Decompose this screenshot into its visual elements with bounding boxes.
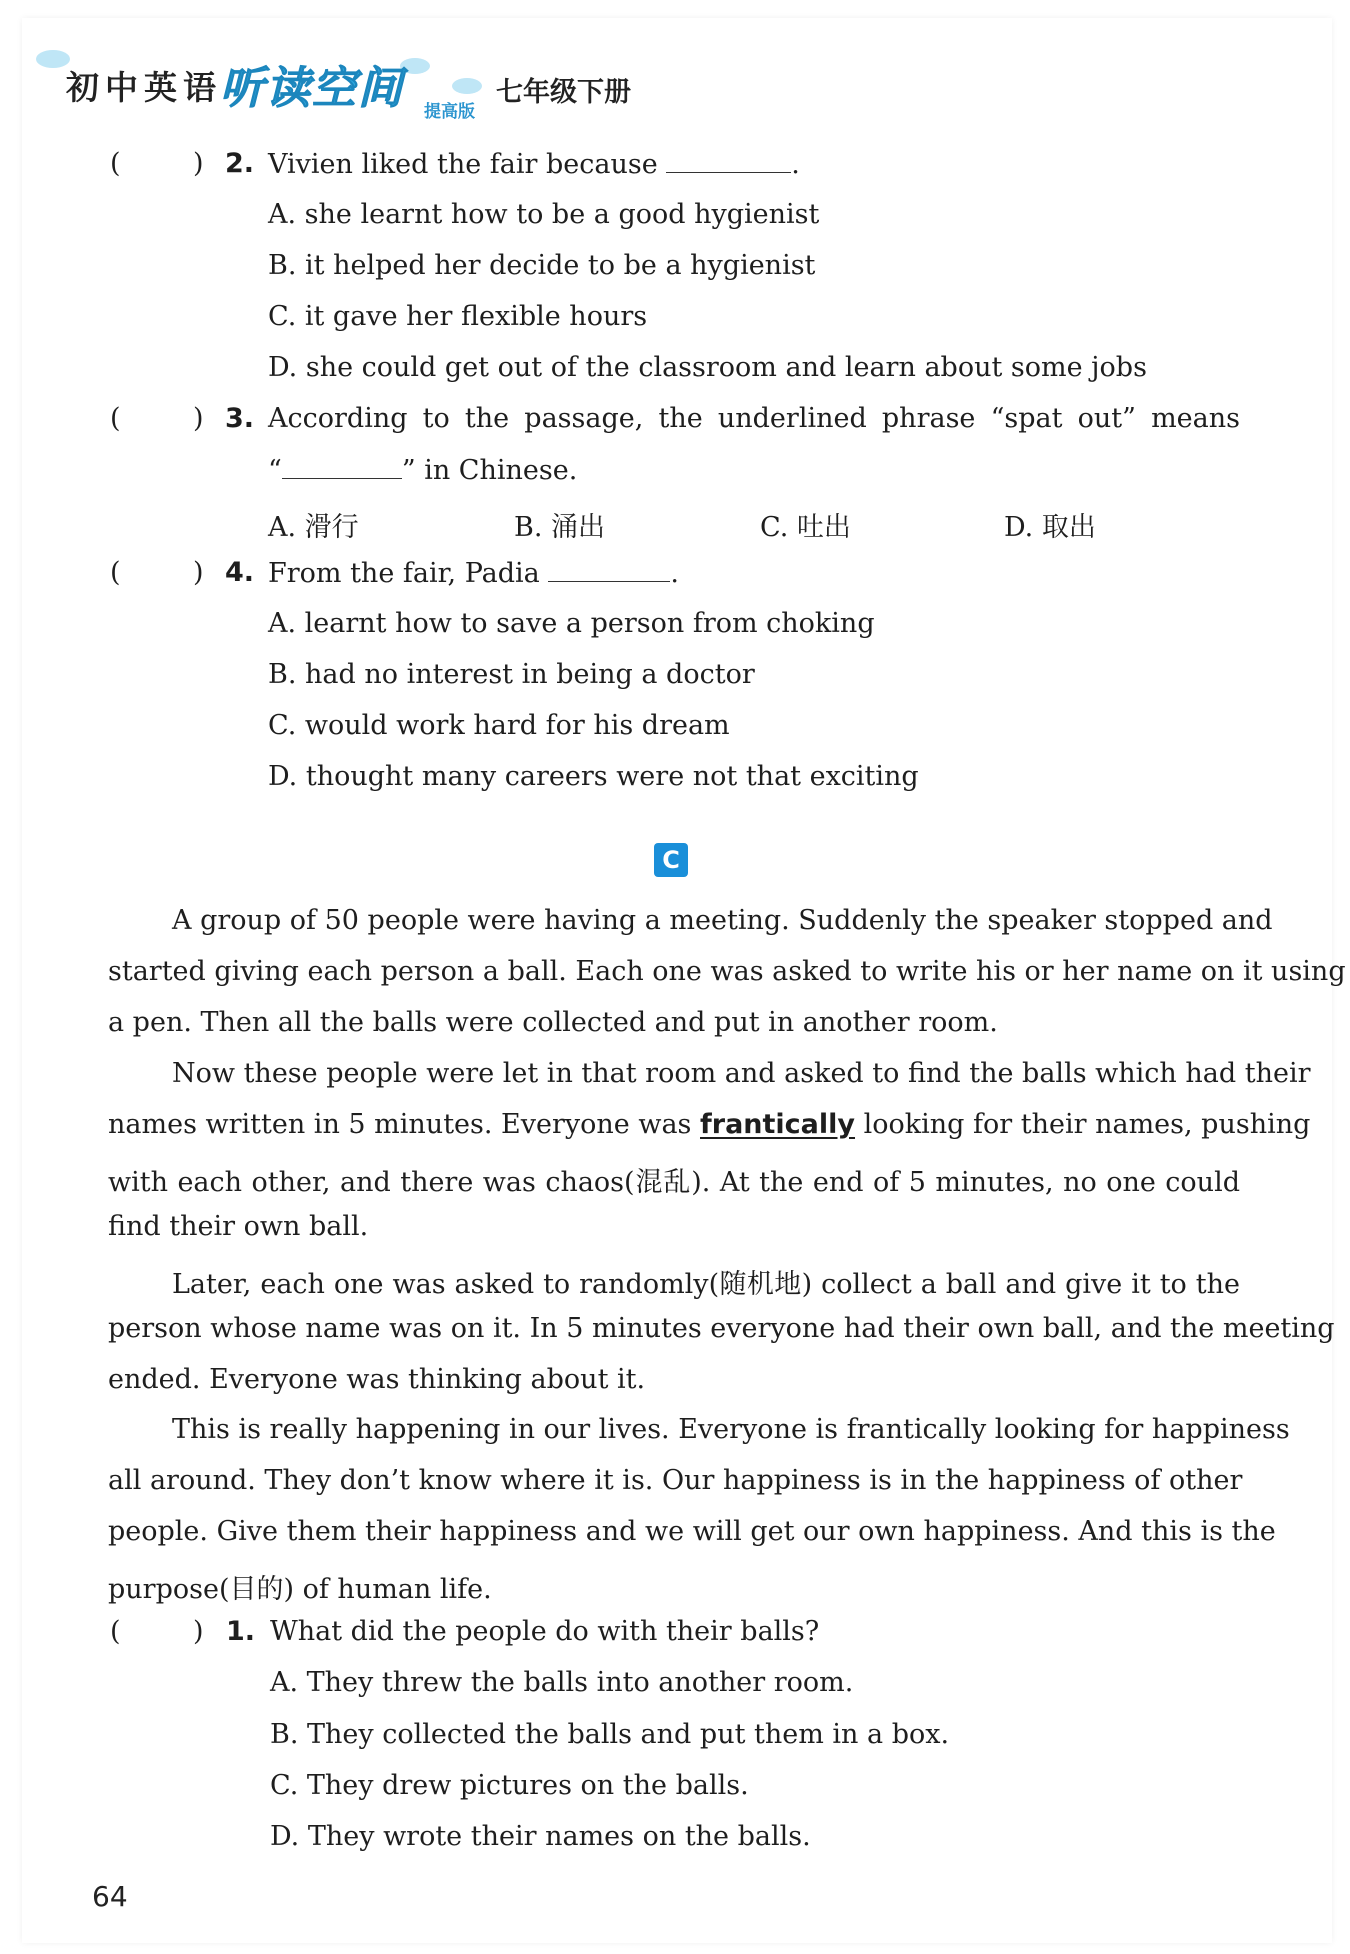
question-number: 4. <box>225 557 255 588</box>
passage-line: This is really happening in our lives. Everyone is frantically looking for happiness <box>172 1414 1290 1445</box>
option-d: D. They wrote their names on the balls. <box>270 1821 811 1852</box>
passage-line: Now these people were let in that room and asked to find the balls which had their <box>172 1058 1311 1089</box>
answer-blank <box>282 454 402 479</box>
underlined-word: frantically <box>700 1109 856 1140</box>
option-d: D. 取出 <box>1004 512 1096 543</box>
option-c: C. it gave her flexible hours <box>268 301 648 332</box>
page-number: 64 <box>92 1880 128 1913</box>
passage-line: ended. Everyone was thinking about it. <box>108 1364 646 1395</box>
option-a: A. They threw the balls into another room. <box>270 1667 854 1698</box>
question-number: 3. <box>225 403 255 434</box>
cloud-decoration <box>36 50 70 68</box>
option-b: B. 涌出 <box>514 512 606 543</box>
section-badge: C <box>654 843 688 877</box>
answer-blank <box>548 557 670 582</box>
answer-paren-open: ( <box>110 1616 121 1647</box>
option-c: C. They drew pictures on the balls. <box>270 1770 749 1801</box>
question-stem: Vivien liked the fair because . <box>268 149 800 180</box>
question-number: 2. <box>225 148 255 179</box>
answer-blank <box>666 148 791 173</box>
answer-paren-close: ) <box>193 1616 204 1647</box>
series-title: 初中英语 <box>66 68 222 107</box>
answer-paren-open: ( <box>110 403 121 434</box>
option-a: A. 滑行 <box>268 512 359 543</box>
passage-line: people. Give them their happiness and we will get our own happiness. And this is the <box>108 1516 1276 1547</box>
cloud-decoration <box>452 78 482 94</box>
cloud-decoration <box>400 58 430 74</box>
grade-label: 七年级下册 <box>496 77 631 108</box>
option-a: A. she learnt how to be a good hygienist <box>268 199 820 230</box>
option-d: D. she could get out of the classroom and learn about some jobs <box>268 352 1147 383</box>
answer-paren-close: ) <box>193 557 204 588</box>
question-stem: What did the people do with their balls? <box>270 1616 820 1647</box>
question-stem: From the fair, Padia . <box>268 558 679 589</box>
passage-line: started giving each person a ball. Each one was asked to write his or her name on it using <box>108 956 1346 987</box>
question-number: 1. <box>226 1616 256 1647</box>
passage-line: person whose name was on it. In 5 minutes everyone had their own ball, and the meeting <box>108 1313 1335 1344</box>
option-b: B. it helped her decide to be a hygienist <box>268 250 816 281</box>
passage-line: purpose(目的) of human life. <box>108 1574 492 1605</box>
option-b: B. They collected the balls and put them in a box. <box>270 1719 950 1750</box>
option-c: C. would work hard for his dream <box>268 710 730 741</box>
question-stem-line2: “ ” in Chinese. <box>268 455 578 486</box>
option-c: C. 吐出 <box>760 512 851 543</box>
passage-line: with each other, and there was chaos(混乱). At the end of 5 minutes, no one could <box>108 1167 1240 1198</box>
passage-line: find their own ball. <box>108 1211 369 1242</box>
question-stem: According to the passage, the underlined phrase “spat out” means <box>268 403 1240 434</box>
passage-line: A group of 50 people were having a meeting. Suddenly the speaker stopped and <box>172 905 1273 936</box>
passage-line: all around. They don’t know where it is. Our happiness is in the happiness of other <box>108 1465 1243 1496</box>
answer-paren-open: ( <box>110 148 121 179</box>
passage-line: names written in 5 minutes. Everyone was frantically looking for their names, pushing <box>108 1109 1311 1140</box>
option-a: A. learnt how to save a person from choking <box>268 608 875 639</box>
edition-label: 提高版 <box>424 102 475 122</box>
answer-paren-close: ) <box>193 403 204 434</box>
passage-line: Later, each one was asked to randomly(随机地) collect a ball and give it to the <box>172 1269 1240 1300</box>
brand-logo: 听读空间 <box>220 63 404 114</box>
answer-paren-open: ( <box>110 557 121 588</box>
answer-paren-close: ) <box>193 148 204 179</box>
option-d: D. thought many careers were not that exciting <box>268 761 919 792</box>
passage-line: a pen. Then all the balls were collected and put in another room. <box>108 1007 998 1038</box>
option-b: B. had no interest in being a doctor <box>268 659 755 690</box>
